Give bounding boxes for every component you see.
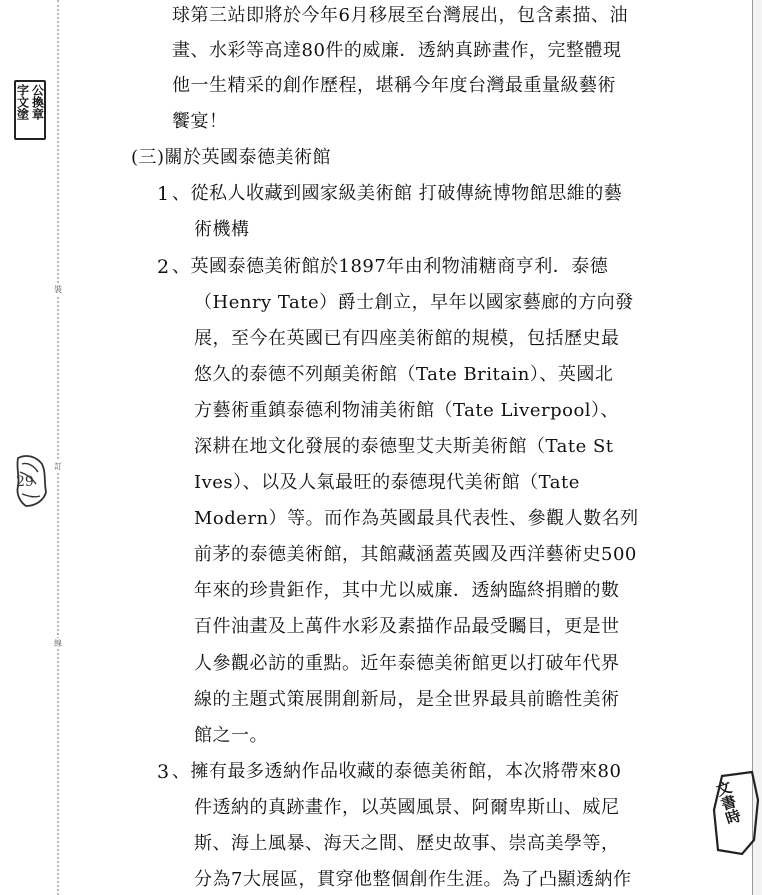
section-heading: (三)關於英國泰德美術館 bbox=[131, 147, 332, 168]
item-line: 年來的珍貴鉅作，其中尤以威廉．透納臨終捐贈的數 bbox=[194, 580, 620, 601]
binding-line bbox=[57, 0, 59, 895]
item-line: 深耕在地文化發展的泰德聖艾夫斯美術館（Tate St bbox=[194, 436, 614, 457]
item-line: 前茅的泰德美術館，其館藏涵蓋英國及西洋藝術史500 bbox=[194, 544, 637, 565]
item-number: 3 bbox=[157, 761, 170, 783]
item-line: 斯、海上風暴、海天之間、歷史故事、崇高美學等， bbox=[194, 833, 620, 854]
item-line: 、擁有最多透納作品收藏的泰德美術館，本次將帶來80 bbox=[172, 761, 622, 782]
stamp-column: 公換章 bbox=[30, 84, 45, 120]
binding-mark-zhuang: 裝 bbox=[54, 285, 62, 294]
correction-stamp bbox=[14, 80, 46, 140]
page-edge bbox=[752, 0, 762, 895]
item-line: 分為7大展區，貫穿他整個創作生涯。為了凸顯透納作 bbox=[194, 869, 632, 890]
item-line: （Henry Tate）爵士創立，早年以國家藝廊的方向發 bbox=[194, 292, 634, 313]
signature-seal bbox=[712, 770, 760, 856]
item-line: 百件油畫及上萬件水彩及素描作品最受矚目，更是世 bbox=[194, 616, 620, 637]
item-line: 術機構 bbox=[194, 219, 250, 240]
item-line: 悠久的泰德不列顛美術館（Tate Britain）、英國北 bbox=[194, 364, 614, 385]
paragraph-line: 球第三站即將於今年6月移展至台灣展出，包含素描、油 bbox=[172, 5, 628, 26]
item-line: Ives）、以及人氣最旺的泰德現代美術館（Tate bbox=[194, 472, 580, 493]
item-number: 2 bbox=[157, 256, 170, 278]
seal-text: 文書時 bbox=[712, 778, 744, 827]
item-line: 、英國泰德美術館於1897年由利物浦糖商亨利．泰德 bbox=[172, 256, 609, 277]
binding-mark-xian: 線 bbox=[54, 639, 62, 648]
item-line: 、從私人收藏到國家級美術館 打破傳統博物館思維的藝 bbox=[172, 183, 623, 204]
item-line: 館之一。 bbox=[194, 725, 268, 746]
item-line: 線的主題式策展開創新局，是全世界最具前瞻性美術 bbox=[194, 689, 620, 710]
paragraph-line: 畫、水彩等高達80件的威廉．透納真跡畫作，完整體現 bbox=[172, 40, 622, 61]
item-line: 展，至今在英國已有四座美術館的規模，包括歷史最 bbox=[194, 328, 620, 349]
paragraph-line: 他一生精采的創作歷程，堪稱今年度台灣最重量級藝術 bbox=[172, 75, 616, 96]
item-line: 方藝術重鎮泰德利物浦美術館（Tate Liverpool）、 bbox=[194, 400, 620, 421]
paragraph-line: 饗宴！ bbox=[172, 111, 228, 132]
item-line: 件透納的真跡畫作，以英國風景、阿爾卑斯山、威尼 bbox=[194, 797, 620, 818]
stamp-column: 字文塗 bbox=[15, 84, 30, 120]
item-line: 人參觀必訪的重點。近年泰德美術館更以打破年代界 bbox=[194, 653, 620, 674]
item-line: Modern）等。而作為英國最具代表性、參觀人數名列 bbox=[194, 508, 639, 529]
binding-mark-ding: 訂 bbox=[54, 462, 62, 471]
item-number: 1 bbox=[157, 183, 170, 205]
page-number: 29 bbox=[16, 474, 34, 490]
